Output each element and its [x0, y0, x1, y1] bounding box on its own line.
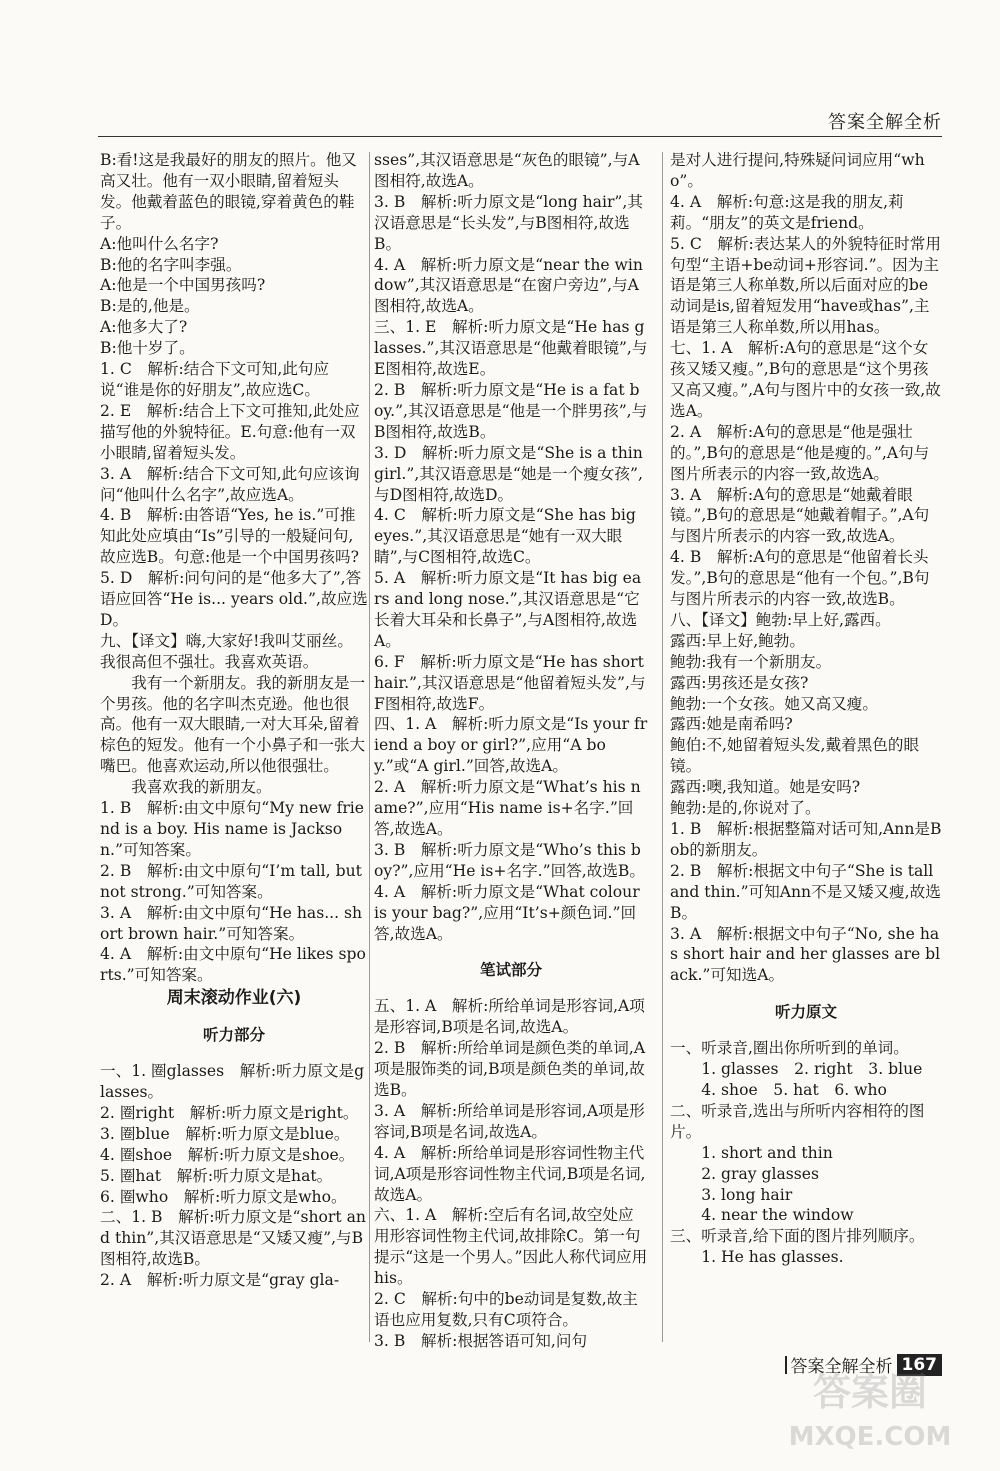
- para: A:他是一个中国男孩吗?: [100, 276, 266, 295]
- section-title: 周末滚动作业(六): [166, 988, 302, 1009]
- script-heading: 二、听录音,选出与所听内容相符的图片。: [670, 1101, 925, 1141]
- para: B:他的名字叫李强。: [100, 255, 242, 274]
- dialogue-line: 露西:早上好,鲍勃。: [670, 631, 805, 650]
- column-3: [670, 150, 942, 1268]
- dialogue-line: 露西:男孩还是女孩?: [670, 673, 809, 692]
- dialogue-line: 鲍勃:我有一个新朋友。: [670, 652, 832, 671]
- answer-item: 2. B 解析:由文中原句“I’m tall, but not strong.”可知答案。: [100, 861, 362, 901]
- answer-item: 3. B 解析:根据答语可知,问句: [374, 1331, 588, 1350]
- answer-item: 5. A 解析:听力原文是“It has big ears and long nose.”,其汉语意思是“它长着大耳朵和长鼻子”,与A图相符,故选A。: [374, 569, 642, 650]
- dialogue-line: 鲍勃:是的,你说对了。: [670, 799, 821, 818]
- answer-item: 3. A 解析:由文中原句“He has... short brown hair.”可知答案。: [100, 903, 363, 943]
- answer-item: 3. B 解析:听力原文是“long hair”,其汉语意思是“长头发”,与B图相符,故选B。: [374, 192, 643, 253]
- header-title: 答案全解全析: [828, 112, 942, 133]
- answer-item: 5. 圈hat 解析:听力原文是hat。: [100, 1166, 333, 1185]
- answer-item: 七、1. A 解析:A句的意思是“这个女孩又矮又瘦。”,B句的意思是“这个男孩又高又瘦。”,A句与图片中的女孩一致,故选A。: [670, 339, 941, 420]
- answer-item: 4. A 解析:听力原文是“near the window”,其汉语意思是“在窗户旁边”,与A图相符,故选A。: [374, 255, 643, 316]
- answer-item: 2. 圈right 解析:听力原文是right。: [100, 1103, 359, 1122]
- para: B:是的,他是。: [100, 297, 200, 316]
- dialogue-line: 鲍勃:一个女孩。她又高又瘦。: [670, 694, 878, 713]
- answer-item: 2. A 解析:听力原文是“What’s his name?”,应用“His name is+名字.”回答,故选A。: [374, 778, 641, 838]
- answer-item: 1. B 解析:根据整篇对话可知,Ann是Bob的新朋友。: [670, 820, 942, 859]
- column-2: [374, 150, 648, 1352]
- dialogue-line: 露西:她是南希吗?: [670, 715, 793, 734]
- answer-item: 1. B 解析:由文中原句“My new friend is a boy. His name is Jackson.”可知答案。: [100, 799, 365, 859]
- answer-item: 4. C 解析:听力原文是“She has big eyes.”,其汉语意思是“她有一双大眼睛”,与C图相符,故选C。: [374, 506, 636, 567]
- answer-item: 4. A 解析:由文中原句“He likes sports.”可知答案。: [100, 945, 366, 985]
- answer-item: 4. B 解析:由答语“Yes, he is.”可推知此处应填由“Is”引导的一般疑问句,故应选B。句意:他是一个中国男孩吗?: [100, 506, 359, 567]
- answer-item: 二、1. B 解析:听力原文是“short and thin”,其汉语意思是“又矮又瘦”,与B图相符,故选B。: [100, 1208, 366, 1269]
- answer-item: 2. C 解析:句中的be动词是复数,故主语也应用复数,只有C项符合。: [374, 1290, 638, 1329]
- answer-item: 五、1. A 解析:所给单词是形容词,A项是形容词,B项是名词,故选A。: [374, 997, 645, 1037]
- translation: 八、【译文】鲍勃:早上好,露西。: [670, 610, 891, 629]
- answer-item: 4. A 解析:听力原文是“What colour is your bag?”,应用“It’s+颜色词.”回答,故选A。: [374, 882, 640, 943]
- watermark-logo: [770, 1357, 970, 1457]
- header-rule: [98, 136, 942, 137]
- answer-item: 六、1. A 解析:空后有名词,故空处应用形容词性物主代词,故排除C。第一句提示“这是一个男人。”因此人称代词应用his。: [374, 1206, 648, 1288]
- answer-item: 2. A 解析:A句的意思是“他是强壮的。”,B句的意思是“他是瘦的。”,A句与图片所表示的内容一致,故选A。: [670, 422, 930, 483]
- section-subtitle: 听力原文: [774, 1002, 837, 1021]
- translation: 我有一个新朋友。我的新朋友是一个男孩。他的名字叫杰克逊。他也很高。他有一双大眼睛,一对大耳朵,留着棕色的短发。他有一个小鼻子和一张大嘴巴。他喜欢运动,所以他很强壮。: [100, 673, 366, 776]
- answer-item: 四、1. A 解析:听力原文是“Is your friend a boy or girl?”,应用“A boy.”或“A girl.”回答,故选A。: [374, 715, 648, 776]
- answer-item: 4. A 解析:所给单词是形容词性物主代词,A项是形容词性物主代词,B项是名词,故选A。: [374, 1143, 646, 1204]
- script-line: 1. He has glasses.: [701, 1248, 844, 1267]
- para: A:他多大了?: [100, 318, 188, 337]
- script-heading: 三、听录音,给下面的图片排列顺序。: [670, 1227, 925, 1246]
- answer-item: 3. D 解析:听力原文是“She is a thin girl.”,其汉语意思是“她是一个瘦女孩”,与D图相符,故选D。: [374, 443, 643, 504]
- script-line: 4. near the window: [701, 1206, 854, 1225]
- watermark-text: 答案圈: [812, 1370, 928, 1414]
- section-subtitle: 听力部分: [202, 1025, 265, 1044]
- answer-item: 3. B 解析:听力原文是“Who’s this boy?”,应用“He is+名字.”回答,故选B。: [374, 840, 645, 880]
- translation: 我喜欢我的新朋友。: [131, 778, 272, 797]
- script-line: 1. glasses 2. right 3. blue: [701, 1060, 923, 1079]
- answer-item: 三、1. E 解析:听力原文是“He has glasses.”,其汉语意思是“他戴着眼镜”,与E图相符,故选E。: [374, 318, 648, 379]
- answer-item: 2. B 解析:根据文中句子“She is tall and thin.”可知Ann不是又矮又瘦,故选B。: [670, 861, 941, 922]
- answer-item: 2. B 解析:听力原文是“He is a fat boy.”,其汉语意思是“他是一个胖男孩”,与B图相符,故选B。: [374, 380, 648, 441]
- answer-item: 4. B 解析:A句的意思是“他留着长头发。”,B句的意思是“他有一个包。”,B句与图片所表示的内容一致,故选B。: [670, 548, 930, 609]
- answer-item: 2. B 解析:所给单词是颜色类的单词,A项是服饰类的词,B项是颜色类的单词,故选B。: [374, 1039, 646, 1099]
- answer-item: 6. F 解析:听力原文是“He has short hair.”,其汉语意思是“他留着短头发”,与F图相符,故选F。: [374, 652, 646, 713]
- answer-item: 4. 圈shoe 解析:听力原文是shoe。: [100, 1145, 355, 1164]
- column-1: [100, 150, 368, 1291]
- dialogue-line: 鲍伯:不,她留着短头发,戴着黑色的眼镜。: [670, 736, 920, 776]
- page-number: 167: [897, 1354, 943, 1376]
- script-line: 3. long hair: [701, 1185, 793, 1204]
- answer-item: 一、1. 圈glasses 解析:听力原文是glasses。: [100, 1062, 365, 1101]
- answer-item: 1. C 解析:结合下文可知,此句应说“谁是你的好朋友”,故应选C。: [100, 360, 330, 399]
- answer-item: 2. A 解析:听力原文是“gray gla-: [100, 1271, 340, 1290]
- column-divider: [369, 152, 370, 1342]
- para: A:他叫什么名字?: [100, 234, 219, 253]
- answer-item: 3. 圈blue 解析:听力原文是blue。: [100, 1124, 350, 1143]
- script-heading: 一、听录音,圈出你所听到的单词。: [670, 1039, 909, 1058]
- answer-item: 3. A 解析:根据文中句子“No, she has short hair and her glasses are black.”可知选A。: [670, 924, 941, 985]
- answer-item: 5. D 解析:问句问的是“他多大了”,答语应回答“He is... years old.”,故应选D。: [100, 569, 368, 629]
- answer-item: 3. A 解析:结合下文可知,此句应该询问“他叫什么名字”,故应选A。: [100, 464, 360, 504]
- watermark-url: MXQE.COM: [788, 1422, 952, 1452]
- answer-item: 5. C 解析:表达某人的外貌特征时常用句型“主语+be动词+形容词.”。因为主语是第三人称单数,所以后面对应的be动词是is,留着短发用“have或has”,主语是第三人称单数,所以用has。: [670, 234, 941, 337]
- column-divider: [662, 152, 663, 1342]
- script-line: 1. short and thin: [701, 1143, 833, 1162]
- answer-item: 4. A 解析:句意:这是我的朋友,莉莉。“朋友”的英文是friend。: [670, 192, 904, 232]
- answer-item: 是对人进行提问,特殊疑问词应用“who”。: [670, 151, 925, 190]
- answer-item: 3. A 解析:所给单词是形容词,A项是形容词,B项是名词,故选A。: [374, 1101, 645, 1141]
- para: B:看!这是我最好的朋友的照片。他又高又壮。他有一双小眼睛,留着短头发。他戴着蓝色的眼镜,穿着黄色的鞋子。: [100, 151, 357, 232]
- answer-item: 3. A 解析:A句的意思是“她戴着眼镜。”,B句的意思是“她戴着帽子。”,A句与图片所表示的内容一致,故选A。: [670, 485, 930, 546]
- answer-item: 6. 圈who 解析:听力原文是who。: [100, 1187, 347, 1206]
- answer-item: sses”,其汉语意思是“灰色的眼镜”,与A图相符,故选A。: [374, 151, 640, 190]
- answer-item: 2. E 解析:结合上下文可推知,此处应描写他的外貌特征。E.句意:他有一双小眼睛,留着短头发。: [100, 401, 360, 462]
- translation: 九、【译文】嗨,大家好!我叫艾丽丝。我很高但不强壮。我喜欢英语。: [100, 631, 353, 671]
- footer-title: 答案全解全析: [790, 1357, 893, 1377]
- dialogue-line: 露西:噢,我知道。她是安吗?: [670, 778, 861, 797]
- script-line: 4. shoe 5. hat 6. who: [701, 1080, 887, 1099]
- section-subtitle: 笔试部分: [479, 960, 542, 979]
- script-line: 2. gray glasses: [701, 1164, 820, 1183]
- para: B:他十岁了。: [100, 339, 195, 358]
